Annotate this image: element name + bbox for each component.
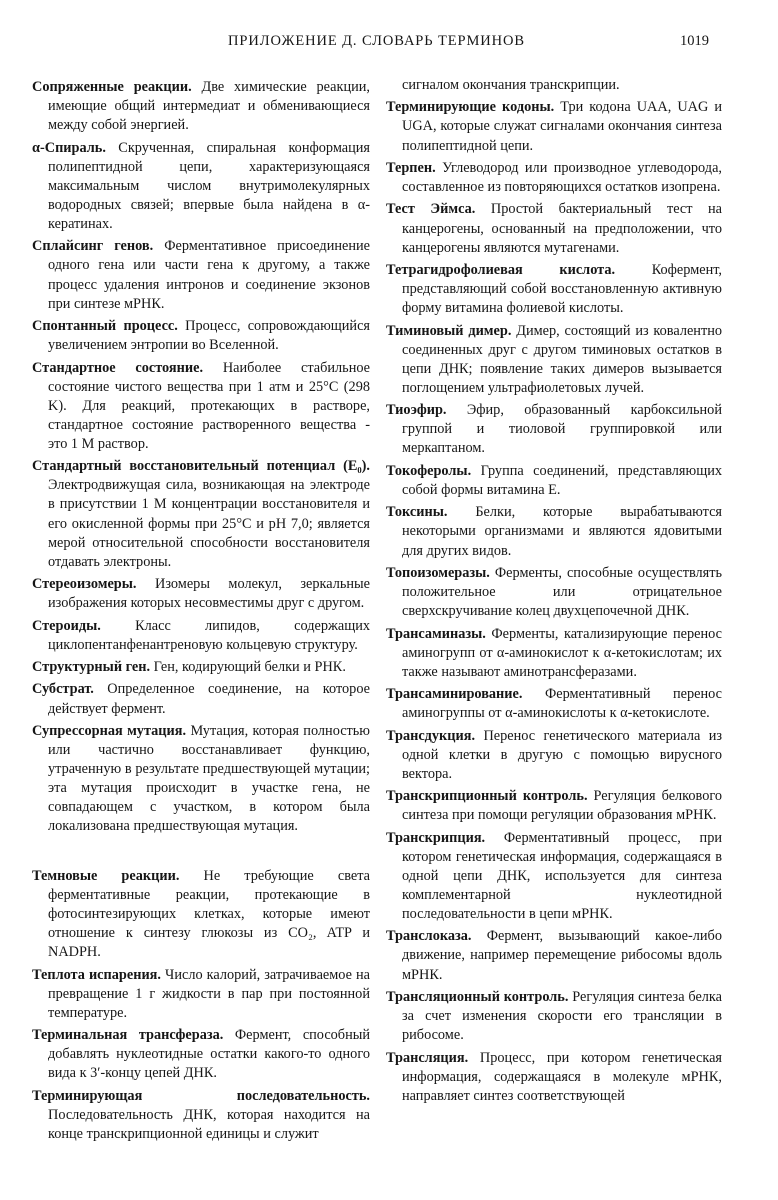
entry-definition: Кофермент, представляющий собой восстановленную активную форму витамина фолиевой кислоты. <box>402 262 722 317</box>
glossary-entry <box>32 317 370 355</box>
glossary-entry <box>386 685 722 723</box>
glossary-entry <box>386 261 722 318</box>
entry-definition: Перенос генетического материала из одной клетки в другую с помощью вирусного вектора. <box>402 727 722 782</box>
entry-definition: Определенное соединение, на которое действует фермент. <box>48 681 370 717</box>
glossary-entry <box>32 658 370 677</box>
glossary-entry <box>32 867 370 962</box>
entry-definition: Последовательность ДНК, которая находится на конце транскрипционной единицы и служит <box>48 1106 370 1142</box>
glossary-entry <box>32 966 370 1023</box>
entry-term: Транскрипция. <box>386 829 486 846</box>
entry-term: Транскрипционный контроль. <box>386 788 588 805</box>
glossary-entry <box>32 680 370 718</box>
entry-definition: Класс липидов, содержащих циклопентанфенантреновую кольцевую структуру. <box>48 617 371 653</box>
glossary-entry <box>386 1049 722 1106</box>
entry-definition: Число калорий, затрачиваемое на превращение 1 г жидкости в пар при постоянной температуре. <box>48 966 371 1021</box>
entry-term: Стандартный восстановительный потенциал (E₀). <box>32 458 370 475</box>
entry-term: Токоферолы. <box>386 462 472 479</box>
entry-definition: Ферментативный процесс, при котором генетическая информация, содержащаяся в одной цепи ДНК, используется для синтеза комплементарной нуклеотидной последовательности в цепи мРНК. <box>402 829 722 922</box>
entry-definition: Димер, состоящий из ковалентно соединенных друг с другом тиминовых остатков в цепи ДНК; появление таких димеров вызывается поглощением ультрафиолетовых лучей. <box>402 322 723 396</box>
glossary-entry <box>32 237 370 313</box>
glossary-entry <box>386 787 722 825</box>
entry-term: Трансаминирование. <box>386 686 523 703</box>
entry-term: Сплайсинг генов. <box>32 238 154 255</box>
entry-definition: Ген, кодирующий белки и РНК. <box>153 659 346 676</box>
entry-term: Терминирующие кодоны. <box>386 99 555 116</box>
entry-definition: Ферментативный перенос аминогруппы от α-аминокислоты к α-кетокислоте. <box>402 686 722 722</box>
glossary-entry <box>386 625 722 682</box>
entry-definition: Скрученная, спиральная конформация полипептидной цепи, характеризующаяся максимальным числом внутримолекулярных водородных связей; впервые была найдена в α-кератинах. <box>48 139 370 232</box>
entry-term: Сопряженные реакции. <box>32 79 192 95</box>
entry-definition: Белки, которые вырабатываются некоторыми организмами и являются ядовитыми для других видов. <box>402 504 722 559</box>
entry-term: Структурный ген. <box>32 659 151 676</box>
glossary-entry <box>32 359 370 454</box>
glossary-entry <box>386 988 722 1045</box>
entry-definition: Ферменты, катализирующие перенос аминогрупп от α-аминокислот к α-кетокислотам; их также называют аминотрансферазами. <box>402 625 722 680</box>
entry-term: Теплота испарения. <box>32 966 161 983</box>
glossary-entry <box>32 139 370 234</box>
entry-definition: Простой бактериальный тест на канцерогены, основанный на предположении, что канцерогены являются мутагенами. <box>402 201 723 256</box>
page-header <box>0 33 778 55</box>
entry-term: Тиоэфир. <box>386 402 447 419</box>
entry-definition: Три кодона UAA, UAG и UGA, которые служат сигналами окончания синтеза полипептидной цепи. <box>402 99 722 154</box>
entry-term: Стероиды. <box>32 617 101 634</box>
entry-term: Трансаминазы. <box>386 625 486 642</box>
entry-definition: Процесс, сопровождающийся увеличением энтропии во Вселенной. <box>48 318 370 354</box>
entry-term: Субстрат. <box>32 681 94 698</box>
glossary-entry <box>386 503 722 560</box>
entry-definition: Две химические реакции, имеющие общий интермедиат и обменивающиеся между собой энергией. <box>48 79 370 134</box>
entry-definition: Не требующие света ферментативные реакции, протекающие в фотосинтезирующих клетках, которые имеют отношение к синтезу глюкозы из CO₂, ATP и NADPH. <box>48 867 370 961</box>
left-column <box>32 78 370 1147</box>
glossary-entry <box>386 98 722 155</box>
glossary-entry <box>386 927 722 984</box>
entry-term: α-Спираль. <box>32 139 106 156</box>
glossary-entry <box>32 78 370 135</box>
entry-definition: Процесс, при котором генетическая информация, содержащаяся в молекуле мРНК, направляет синтез соответствующей <box>402 1049 722 1104</box>
page-number: 1019 <box>680 33 709 49</box>
glossary-entry <box>32 1026 370 1083</box>
glossary-entry <box>32 617 370 655</box>
glossary-entry <box>386 322 722 398</box>
entry-term: Супрессорная мутация. <box>32 722 187 739</box>
entry-definition: Ферменты, способные осуществлять положительное или отрицательное сверхскручивание колец двухцепочечной ДНК. <box>402 564 722 620</box>
glossary-entry <box>386 200 722 257</box>
entry-term: Стереоизомеры. <box>32 576 137 593</box>
entry-term: Терминальная трансфераза. <box>32 1027 224 1044</box>
entry-definition: Ферментативное присоединение одного гена или части гена к другому, а также процесс удаления интронов и соединение экзонов при синтезе мРНК. <box>48 238 370 312</box>
entry-term: Трансдукция. <box>386 727 476 744</box>
entry-term: Тест Эймса. <box>386 201 476 218</box>
entry-term: Трансляция. <box>386 1049 469 1066</box>
entry-definition: Группа соединений, представляющих собой формы витамина E. <box>402 462 722 498</box>
entry-term: Транслоказа. <box>386 928 472 945</box>
section-gap <box>32 840 370 867</box>
entry-term: Топоизомеразы. <box>386 564 490 581</box>
entry-definition: Мутация, которая полностью или частично восстанавливает функцию, утраченную в результате предшествующей мутации; эта мутация происходит в участке гена, не совпадающем с участком, в котором была локализована предшествующая мутация. <box>48 722 370 835</box>
entry-definition: Эфир, образованный карбоксильной группой и тиоловой группировкой или меркаптаном. <box>402 402 722 457</box>
entry-term: Тиминовый димер. <box>386 322 512 339</box>
glossary-entry <box>32 575 370 613</box>
entry-definition: Регуляция синтеза белка за счет изменения скорости его трансляции в рибосоме. <box>402 988 722 1044</box>
glossary-entry <box>32 1087 370 1144</box>
entry-definition: Углеводород или производное углеводорода, составленное из повторяющихся остатков изопрена. <box>402 159 722 196</box>
entry-term: Терпен. <box>386 159 436 176</box>
glossary-entry <box>32 457 370 572</box>
entry-definition: Электродвижущая сила, возникающая на электроде в присутствии 1 М концентрации восстановителя и его окисленной формы при 25°С и pH 7,0; является мерой относительной способности восстановителя отдавать электроны. <box>48 477 370 570</box>
right-column <box>386 76 722 1109</box>
entry-definition: Наиболее стабильное состояние чистого вещества при 1 атм и 25°С (298 K). Для реакций, протекающих в растворе, стандартное состояние растворенного вещества - это 1 М раствор. <box>48 359 371 452</box>
glossary-entry <box>386 829 722 924</box>
entry-definition: Регуляция белкового синтеза при помощи регуляции образования мРНК. <box>402 788 722 824</box>
glossary-entry <box>386 159 722 197</box>
entry-term: Стандартное состояние. <box>32 359 204 376</box>
entry-definition: Фермент, вызывающий какое-либо движение, например перемещение рибосомы вдоль мРНК. <box>402 928 722 983</box>
glossary-entry <box>386 727 722 784</box>
entry-term: Трансляционный контроль. <box>386 988 569 1005</box>
glossary-entry <box>386 401 722 458</box>
glossary-entry <box>386 462 722 500</box>
glossary-entry <box>386 564 722 621</box>
entry-term: Токсины. <box>386 504 448 521</box>
entry-term: Тетрагидрофолиевая кислота. <box>386 262 616 279</box>
entry-continuation: сигналом окончания транскрипции. <box>402 77 620 93</box>
entry-term: Спонтанный процесс. <box>32 318 178 335</box>
entry-term: Темновые реакции. <box>32 867 180 884</box>
entry-term: Терминирующая последовательность. <box>32 1087 370 1104</box>
entry-definition: Фермент, способный добавлять нуклеотидные остатки какого-то одного вида к 3′-концу цепей ДНК. <box>48 1027 370 1082</box>
entry-definition: Изомеры молекул, зеркальные изображения которых несовместимы друг с другом. <box>48 576 370 612</box>
header-title: ПРИЛОЖЕНИЕ Д. СЛОВАРЬ ТЕРМИНОВ <box>228 33 525 49</box>
glossary-entry <box>32 722 370 837</box>
